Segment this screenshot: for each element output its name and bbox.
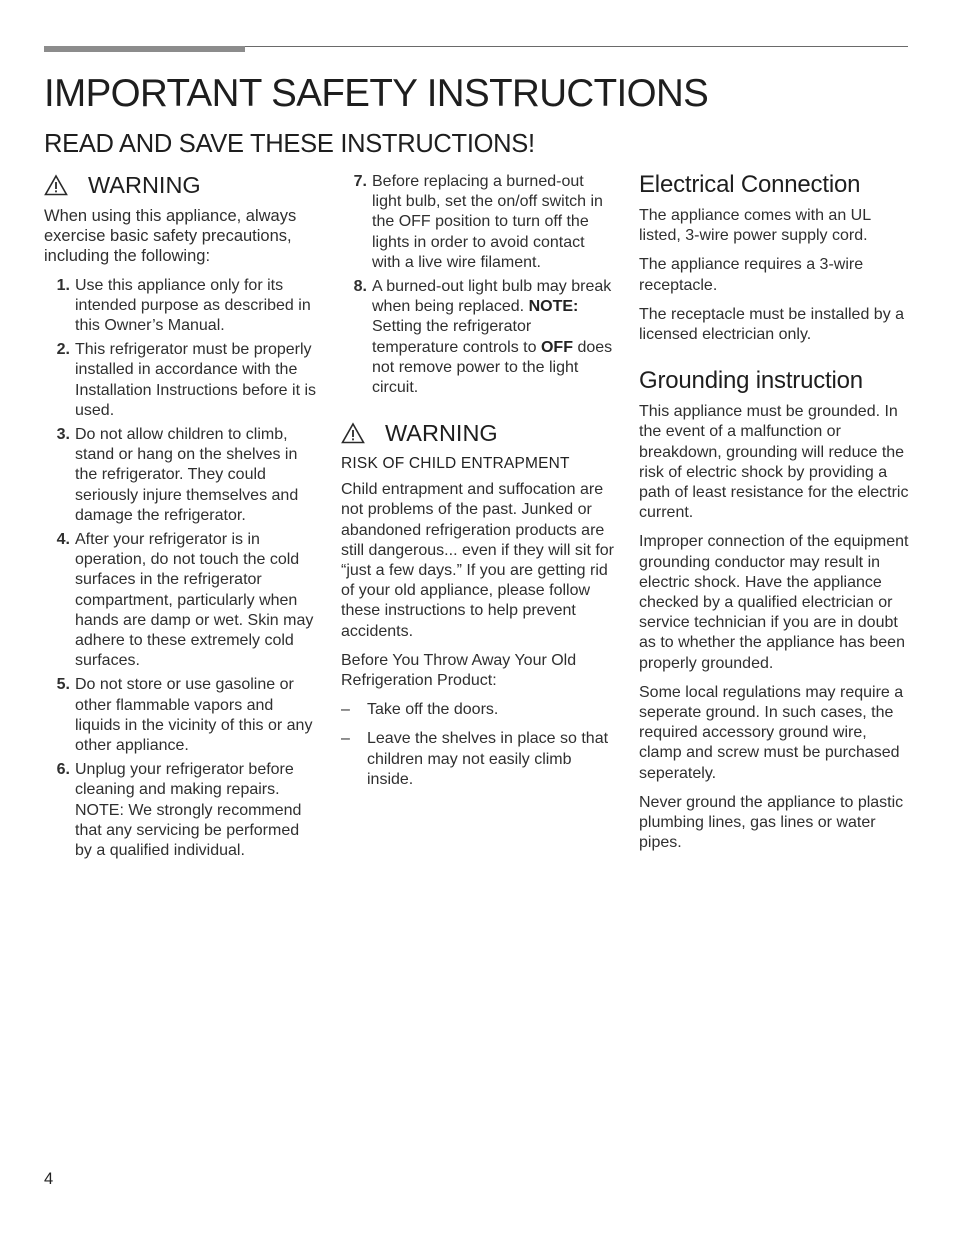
- safety-list: [44, 276, 316, 862]
- list-item: [341, 729, 617, 790]
- header-rule-accent: [44, 46, 245, 52]
- list-item: [341, 700, 617, 720]
- risk-heading: RISK OF CHILD ENTRAPMENT: [341, 455, 570, 473]
- warning-triangle-icon: [341, 422, 365, 444]
- list-text: Leave the shelves in place so that children may not easily climb inside.: [367, 730, 609, 788]
- column-left: [44, 170, 316, 865]
- list-number: 3.: [56, 426, 70, 444]
- electrical-paragraph: The receptacle must be installed by a licensed electrician only.: [639, 305, 905, 344]
- list-text: Take off the doors.: [367, 701, 499, 719]
- page-subtitle: READ AND SAVE THESE INSTRUCTIONS!: [44, 130, 535, 158]
- warning-heading: [341, 418, 617, 448]
- safety-list-continued: [341, 172, 617, 398]
- list-text: Use this appliance only for its intended purpose as described in this Owner’s Manual.: [75, 276, 311, 335]
- item8-text-c: does not remove power to the light circuit.: [372, 338, 613, 397]
- column-middle: [341, 172, 617, 799]
- dash-bullet: –: [341, 701, 350, 719]
- column-right: [639, 170, 911, 862]
- list-text: After your refrigerator is in operation, do not touch the cold surfaces in the refrigerator compartment, particularly when hands are damp or wet. Skin may adhere to these extremely cold surfaces.: [75, 531, 314, 670]
- list-item: [44, 530, 316, 671]
- grounding-paragraph: This appliance must be grounded. In the event of a malfunction or breakdown, grounding will reduce the risk of electric shock by providing a path of least resistance for the electric current.: [639, 403, 909, 522]
- list-text: Do not allow children to climb, stand or hang on the shelves in the refrigerator. They could seriously injure themselves and damage the refrigerator.: [75, 426, 299, 524]
- grounding-heading: Grounding instruction: [639, 367, 863, 395]
- warning-intro: When using this appliance, always exercise basic safety precautions, including the following:: [44, 207, 297, 266]
- grounding-paragraph: Some local regulations may require a seperate ground. In such cases, the required accessory ground wire, clamp and screw must be purchased seperately.: [639, 683, 904, 782]
- grounding-paragraph: Improper connection of the equipment grounding conductor may result in electric shock. Have the appliance checked by a qualified electrician or service technician if you are in doubt as to whether the appliance has been properly grounded.: [639, 533, 909, 672]
- list-item: [44, 760, 316, 861]
- list-item: [44, 340, 316, 421]
- list-item: [44, 675, 316, 756]
- dash-list: [341, 700, 617, 790]
- list-number: 1.: [56, 276, 70, 294]
- warning-label: WARNING: [385, 420, 498, 447]
- electrical-heading: Electrical Connection: [639, 171, 861, 198]
- list-text: This refrigerator must be properly installed in accordance with the Installation Instructions before it is used.: [75, 341, 317, 419]
- page-number: 4: [44, 1170, 54, 1188]
- warning-label: WARNING: [88, 172, 201, 198]
- list-item: [341, 172, 617, 273]
- list-text: Do not store or use gasoline or other flammable vapors and liquids in the vicinity of this or any other appliance.: [75, 676, 313, 755]
- list-text: Unplug your refrigerator before cleaning and making repairs. NOTE: We strongly recommend that any servicing be performed by a qualified individual.: [75, 761, 302, 860]
- electrical-paragraph: The appliance requires a 3-wire receptacle.: [639, 256, 864, 294]
- list-number: 6.: [56, 761, 70, 779]
- list-item: [341, 277, 617, 398]
- warning-heading: [44, 170, 316, 200]
- item8-text-b: Setting the refrigerator temperature controls to: [372, 318, 537, 356]
- item8-text-a: A burned-out light bulb may break when being replaced.: [372, 278, 612, 316]
- dash-bullet: –: [341, 730, 350, 748]
- before-paragraph: Before You Throw Away Your Old Refrigeration Product:: [341, 651, 577, 690]
- list-text: Before replacing a burned-out light bulb, set the on/off switch in the OFF position to turn off the lights in order to avoid contact with a live wire filament.: [372, 173, 603, 271]
- list-number: 4.: [56, 531, 70, 549]
- note-label: NOTE:: [528, 298, 579, 316]
- list-number: 8.: [353, 278, 367, 296]
- electrical-paragraph: The appliance comes with an UL listed, 3-wire power supply cord.: [639, 207, 871, 245]
- grounding-paragraph: Never ground the appliance to plastic plumbing lines, gas lines or water pipes.: [639, 793, 904, 852]
- list-item: [44, 425, 316, 526]
- off-label: OFF: [540, 338, 573, 356]
- list-number: 7.: [353, 173, 367, 190]
- list-item: [44, 276, 316, 337]
- list-number: 5.: [56, 676, 70, 694]
- risk-paragraph: Child entrapment and suffocation are not problems of the past. Junked or abandoned refrigeration products are still dangerous... even if they will sit for “just a few days.” If you are getting rid of your old appliance, please follow these instructions to help prevent accidents.: [341, 481, 615, 640]
- list-text: [372, 277, 617, 398]
- warning-triangle-icon: [44, 174, 68, 196]
- page-title: IMPORTANT SAFETY INSTRUCTIONS: [44, 72, 709, 115]
- list-number: 2.: [56, 341, 70, 359]
